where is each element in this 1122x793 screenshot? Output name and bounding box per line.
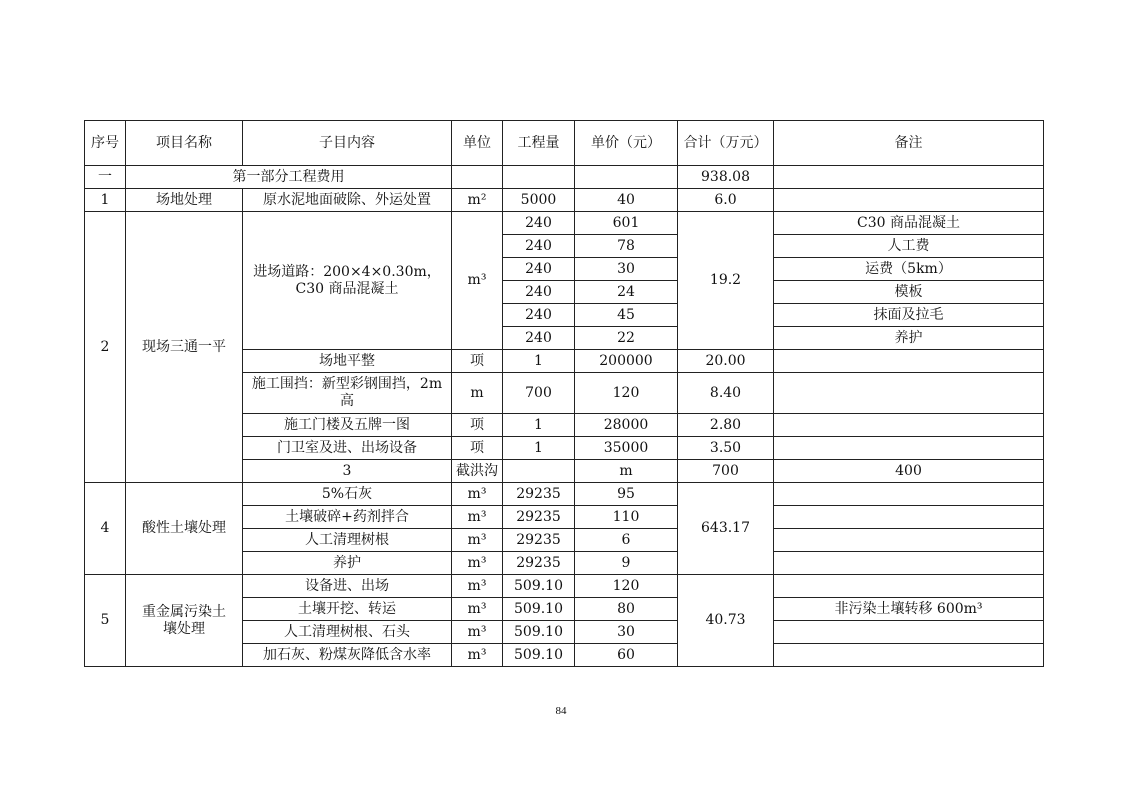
row-total: 40.73 — [678, 575, 774, 667]
row-price: 400 — [774, 460, 1044, 483]
row-note: 非污染土壤转移 600m³ — [774, 598, 1044, 621]
row-no: 2 — [85, 212, 126, 483]
item-qty: 29235 — [503, 552, 575, 575]
item-content: 养护 — [243, 552, 452, 575]
item-price: 80 — [575, 598, 678, 621]
item-content: 5%石灰 — [243, 483, 452, 506]
sub-total: 2.80 — [678, 414, 774, 437]
sub-unit: m — [452, 373, 503, 414]
item-price: 6 — [575, 529, 678, 552]
item-content: 加石灰、粉煤灰降低含水率 — [243, 644, 452, 667]
road-note: 养护 — [774, 327, 1044, 350]
table-row-1 — [85, 189, 1044, 212]
page-number: 84 — [555, 705, 567, 717]
table-row-2-road-1 — [85, 212, 1044, 235]
item-qty: 29235 — [503, 529, 575, 552]
item-price: 9 — [575, 552, 678, 575]
road-note: C30 商品混凝土 — [774, 212, 1044, 235]
cost-table — [84, 120, 1044, 667]
row-name: 酸性土壤处理 — [126, 483, 243, 575]
row-content — [503, 460, 575, 483]
road-qty: 240 — [503, 235, 575, 258]
road-note: 人工费 — [774, 235, 1044, 258]
section-total: 938.08 — [678, 166, 774, 189]
item-unit: m³ — [452, 598, 503, 621]
row-no: 3 — [243, 460, 452, 483]
item-unit: m³ — [452, 621, 503, 644]
sub-content: 施工门楼及五牌一图 — [243, 414, 452, 437]
road-price: 30 — [575, 258, 678, 281]
row-no: 1 — [85, 189, 126, 212]
row-total: 643.17 — [678, 483, 774, 575]
road-note: 模板 — [774, 281, 1044, 304]
road-note: 运费（5km） — [774, 258, 1044, 281]
item-price: 110 — [575, 506, 678, 529]
row-no: 4 — [85, 483, 126, 575]
item-price: 120 — [575, 575, 678, 598]
row-unit: m — [575, 460, 678, 483]
item-unit: m³ — [452, 483, 503, 506]
row-qty: 700 — [678, 460, 774, 483]
item-content: 土壤开挖、转运 — [243, 598, 452, 621]
sub-unit: 项 — [452, 350, 503, 373]
road-price: 22 — [575, 327, 678, 350]
sub-qty: 1 — [503, 414, 575, 437]
item-unit: m³ — [452, 552, 503, 575]
road-qty: 240 — [503, 327, 575, 350]
item-qty: 509.10 — [503, 644, 575, 667]
section-no: 一 — [85, 166, 126, 189]
row-qty: 5000 — [503, 189, 575, 212]
road-note: 抹面及拉毛 — [774, 304, 1044, 327]
sub-qty: 1 — [503, 350, 575, 373]
row-unit: m² — [452, 189, 503, 212]
sub-total: 20.00 — [678, 350, 774, 373]
item-content: 土壤破碎+药剂拌合 — [243, 506, 452, 529]
item-unit: m³ — [452, 529, 503, 552]
header-cell-note: 备注 — [774, 121, 1044, 166]
road-content: 进场道路：200×4×0.30m，C30 商品混凝土 — [243, 212, 452, 350]
sub-content: 门卫室及进、出场设备 — [243, 437, 452, 460]
sub-price: 28000 — [575, 414, 678, 437]
header-cell-unit: 单位 — [452, 121, 503, 166]
sub-price: 35000 — [575, 437, 678, 460]
sub-qty: 1 — [503, 437, 575, 460]
header-cell-name: 项目名称 — [126, 121, 243, 166]
road-price: 78 — [575, 235, 678, 258]
sub-total: 8.40 — [678, 373, 774, 414]
header-cell-content: 子目内容 — [243, 121, 452, 166]
road-price: 601 — [575, 212, 678, 235]
row-name: 现场三通一平 — [126, 212, 243, 483]
item-price: 60 — [575, 644, 678, 667]
table-row-4-1 — [85, 483, 1044, 506]
road-qty: 240 — [503, 258, 575, 281]
road-price: 24 — [575, 281, 678, 304]
item-unit: m³ — [452, 575, 503, 598]
item-price: 95 — [575, 483, 678, 506]
header-cell-qty: 工程量 — [503, 121, 575, 166]
row-content: 原水泥地面破除、外运处置 — [243, 189, 452, 212]
header-cell-no: 序号 — [85, 121, 126, 166]
item-qty: 509.10 — [503, 575, 575, 598]
item-qty: 29235 — [503, 483, 575, 506]
item-content: 人工清理树根、石头 — [243, 621, 452, 644]
road-qty: 240 — [503, 281, 575, 304]
row-name: 场地处理 — [126, 189, 243, 212]
header-cell-price: 单价（元） — [575, 121, 678, 166]
row-name: 重金属污染土壤处理 — [126, 575, 243, 667]
item-content: 设备进、出场 — [243, 575, 452, 598]
item-unit: m³ — [452, 644, 503, 667]
section-row — [85, 166, 1044, 189]
road-qty: 240 — [503, 212, 575, 235]
table-row-5-1 — [85, 575, 1044, 598]
item-qty: 509.10 — [503, 598, 575, 621]
road-total: 19.2 — [678, 212, 774, 350]
row-no: 5 — [85, 575, 126, 667]
sub-unit: 项 — [452, 437, 503, 460]
sub-price: 120 — [575, 373, 678, 414]
road-unit: m³ — [452, 212, 503, 350]
item-qty: 509.10 — [503, 621, 575, 644]
sub-price: 200000 — [575, 350, 678, 373]
item-content: 人工清理树根 — [243, 529, 452, 552]
item-unit: m³ — [452, 506, 503, 529]
row-name: 截洪沟 — [452, 460, 503, 483]
header-cell-total: 合计（万元） — [678, 121, 774, 166]
item-price: 30 — [575, 621, 678, 644]
road-qty: 240 — [503, 304, 575, 327]
row-price: 40 — [575, 189, 678, 212]
sub-qty: 700 — [503, 373, 575, 414]
road-price: 45 — [575, 304, 678, 327]
sub-content: 场地平整 — [243, 350, 452, 373]
item-qty: 29235 — [503, 506, 575, 529]
sub-content: 施工围挡：新型彩钢围挡，2m 高 — [243, 373, 452, 414]
section-title: 第一部分工程费用 — [126, 166, 452, 189]
row-total: 6.0 — [678, 189, 774, 212]
sub-total: 3.50 — [678, 437, 774, 460]
sub-unit: 项 — [452, 414, 503, 437]
table-header-row — [85, 121, 1044, 166]
